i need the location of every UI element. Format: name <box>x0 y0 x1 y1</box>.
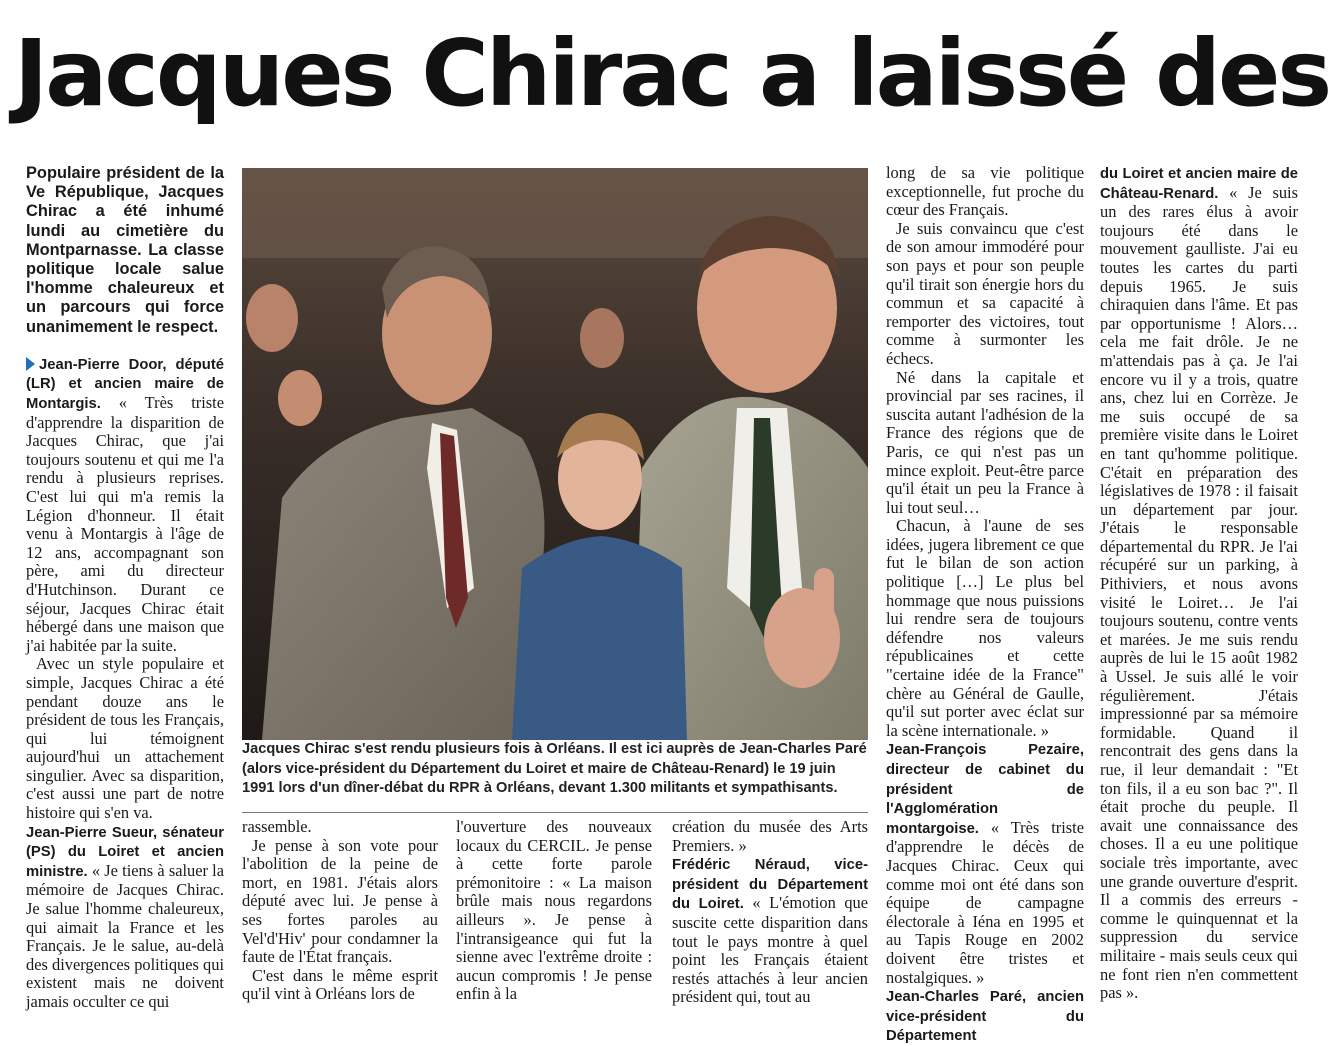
speaker-pare-cont: du Loiret et ancien maire de Château-Renard. <box>1100 166 1298 202</box>
column-6 <box>1100 164 1298 1004</box>
col4-text-1: création du musée des Arts Premiers. » <box>672 817 868 855</box>
quote-neraud-text: « L'émotion que suscite cette disparition dans tout le pays montre à quel point les Français étaient restés attachés à leur ancien président qui, tout au <box>672 893 868 1007</box>
col2-text-1: rassemble. <box>242 817 312 836</box>
speaker-pare: Jean-Charles Paré, ancien vice-président du Département <box>886 989 1084 1045</box>
quote-pezaire-text: « Très triste d'apprendre le décès de Jacques Chirac. Ceux qui comme moi ont été dans son équipe de campagne électorale à Iéna en 1995 et au Tapis Rouge en 2002 doivent être tristes et nostalgiques. » <box>886 817 1084 987</box>
col5-text-4: Chacun, à l'aune de ses idées, jugera librement ce que fut le bilan de son action politique […] Le plus bel hommage que nous puissions lui rendre sera de toujours défendre nos valeurs républicaines et cette "certaine idée de la France" chère au Général de Gaulle, qu'il sut porter avec éclat sur la scène internationale. » <box>886 516 1084 740</box>
photo <box>242 168 868 740</box>
caption-box <box>242 740 868 806</box>
col5-text-2: Je suis convaincu que c'est de son amour immodéré pour son pays et pour son peuple qu'il tirait son énergie hors du commun et sa capacité à remporter des victoires, tout comme à surmonter les échecs. <box>886 218 1084 368</box>
column-5 <box>886 163 1084 1045</box>
quote-pezaire <box>886 740 1084 987</box>
photo-caption: Jacques Chirac s'est rendu plusieurs fois à Orléans. Il est ici auprès de Jean-Charles Paré (alors vice-président du Département du Loiret et maire de Château-Renard) le 19 juin 1991 lors d'un dîner-débat du RPR à Orléans, devant 1.300 militants et sympathisants. <box>242 741 867 797</box>
quote-pare-text: « Je suis un des rares élus à avoir toujours été dans le mouvement gaulliste. J'ai eu toutes les cartes du parti depuis 1965. Je suis chiraquien dans l'âme. Et pas par opportunisme ! Alors… cela me fait drôle. Je ne m'attendais pas à ça. Je l'ai encore vu il y a trois, quatre ans, chez lui en Corrèze. Je me suis occupé de sa première visite dans le Loiret en tant qu'homme politique. C'était en préparation des législatives de 1978 : il faisait un département par jour. J'étais le responsable départemental du RPR. Je l'ai récupéré sur un parking, à Pithiviers, et nous avons visité le Loiret… Je l'ai toujours soutenu, contre vents et marées. Je me suis rendu auprès de lui le 15 août 1982 à Ussel. Je suis allé le voir régulièrement. J'étais impressionné par sa mémoire formidable. Quand il rencontrait des gens dans la rue, il leur demandait : "Et ton fils, il a eu son bac ?". Il était proche du peuple. Il avait une connaissance des choses. Il a eu une politique sociale très importante, avec une grande ouverture d'esprit. Il a commis des erreurs - comme le quinquennat et la suppression du service militaire - mais seuls ceux qui ne font rien n'en commettent pas ». <box>1100 182 1298 1003</box>
quote-pare <box>1100 164 1298 1003</box>
quote-door <box>26 355 224 656</box>
quote-sueur <box>26 823 224 1012</box>
lead-paragraph: Populaire président de la Ve République, Jacques Chirac a été inhumé lundi au cimetière du Montparnasse. La classe politique locale salue l'homme chaleureux et un parcours qui force unanimement le respect. <box>26 164 224 336</box>
headline: Jacques Chirac a laissé des <box>14 20 1329 127</box>
speaker-door: Jean-Pierre Door, député (LR) et ancien maire de Montargis. <box>26 356 224 413</box>
quote-neraud <box>672 855 868 1007</box>
quote-sueur-text: « Je tiens à saluer la mémoire de Jacques Chirac. Je salue l'homme chaleureux, qui aimait la France et les Français. Je le salue, au-delà des divergences politiques qui existent mais ne doivent jamais occulter ce qui <box>26 860 224 1012</box>
speaker-pezaire: Jean-François Pezaire, directeur de cabinet du président de l'Agglomération montargoise. <box>886 742 1084 837</box>
quote-door-text-1: « Très triste d'apprendre la disparition de Jacques Chirac, que j'ai toujours soutenu et qui me l'a rendu à plusieurs reprises. C'est lui qui m'a remis la Légion d'honneur. Il était venu à Montargis à l'âge de 12 ans, accompagnant son père, ami du directeur d'Hutchinson. Durant ce séjour, Jacques Chirac était hébergé dans une maison que j'ai habitée par la suite. <box>26 393 224 655</box>
speaker-sueur: Jean-Pierre Sueur, sénateur (PS) du Loiret et ancien ministre. <box>26 824 224 880</box>
col2-text-2: Je pense à son vote pour l'abolition de la peine de mort, en 1981. J'étais alors député avec lui. Je pense à ses fortes paroles au Vel'd'Hiv' pour condamner la faute de l'État français. <box>242 835 438 967</box>
col3-text-1: l'ouverture des nouveaux locaux du CERCIL. Je pense à cette forte parole prémonitoire : « La maison brûle mais nous regardons ailleurs ». Je pense à l'intransigeance qui fut la sienne avec l'extrême droite : aucun compromis ! Je pense enfin à la <box>456 817 652 1004</box>
column-2 <box>242 818 438 1004</box>
column-4 <box>672 817 868 1007</box>
col5-text-3: Né dans la capitale et provincial par ses racines, il suscita autant l'adhésion de la France des régions que de Paris, ce qui n'est pas un mince exploit. Peut-être parce qu'il était un peu la France à lui tout seul… <box>886 367 1084 517</box>
speaker-neraud: Frédéric Néraud, vice-président du Département du Loiret. <box>672 857 868 913</box>
speaker-pare-start <box>886 987 1084 1046</box>
col5-text-1: long de sa vie politique exceptionnelle, fut proche du cœur des Français. <box>886 163 1084 220</box>
quote-door-text-2: Avec un style populaire et simple, Jacques Chirac a été pendant douze ans le président de tous les Français, qui lui témoignent aujourd'hui un attachement singulier. Avec sa disparition, c'est aussi une part de notre histoire qui s'en va. <box>26 654 224 823</box>
col2-text-3: C'est dans le même esprit qu'il vint à Orléans lors de <box>242 965 438 1004</box>
column-1 <box>26 164 224 1012</box>
column-3 <box>456 818 652 1004</box>
bullet-icon <box>26 357 35 371</box>
caption-divider <box>242 812 868 813</box>
